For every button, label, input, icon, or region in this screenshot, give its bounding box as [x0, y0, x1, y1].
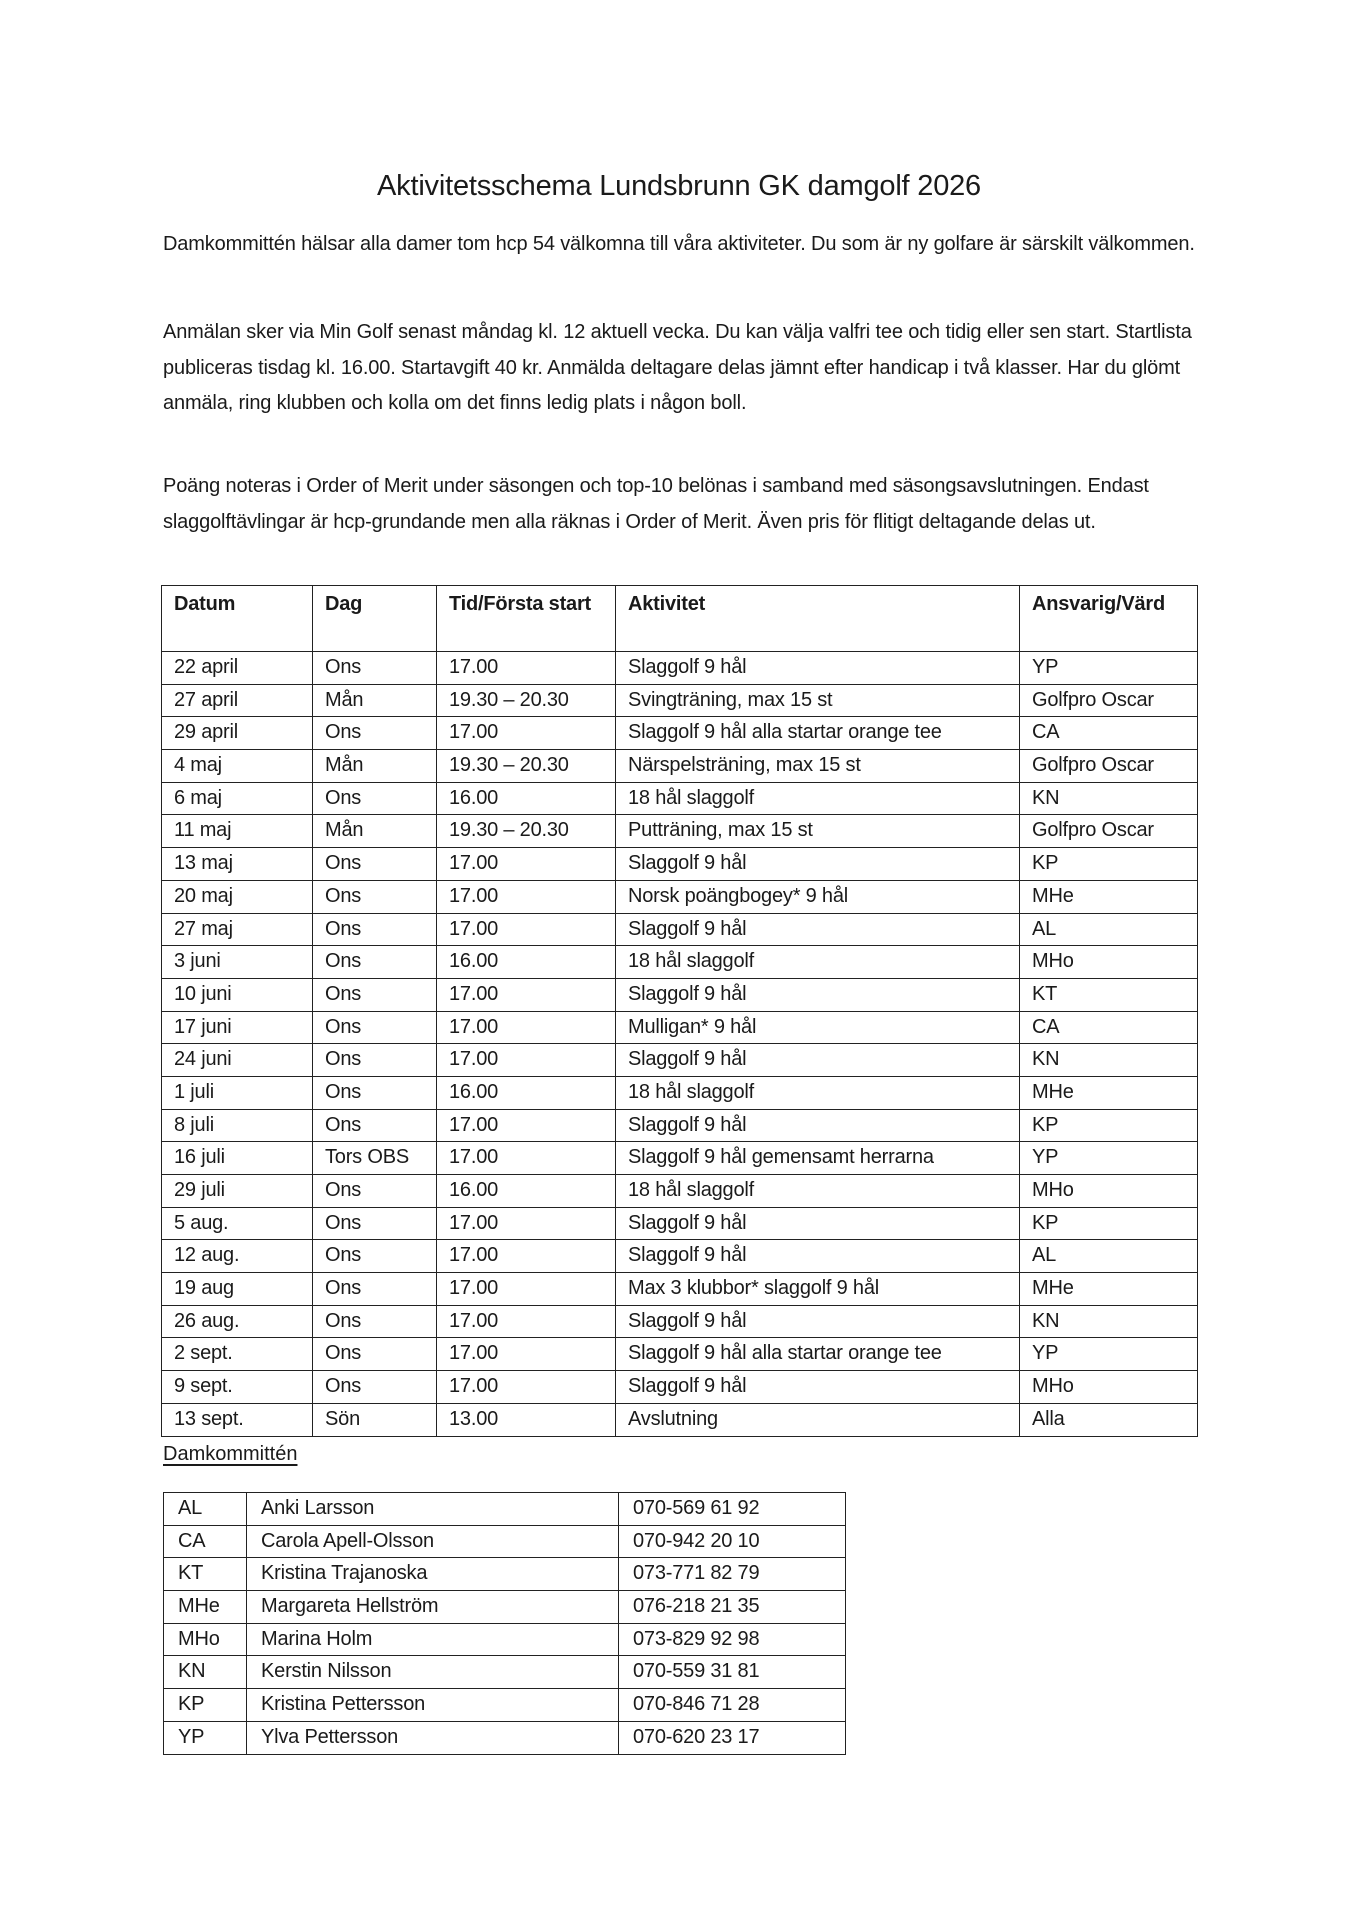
- schedule-row: [162, 1305, 1198, 1338]
- schedule-row: [162, 1371, 1198, 1404]
- cell-activity: Slaggolf 9 hål: [616, 913, 1020, 946]
- cell-day: Ons: [313, 1175, 437, 1208]
- schedule-row: [162, 946, 1198, 979]
- cell-date: 10 juni: [162, 978, 313, 1011]
- schedule-row: [162, 848, 1198, 881]
- cell-day: Ons: [313, 652, 437, 685]
- cell-host: AL: [1020, 1240, 1198, 1273]
- cell-host: MHo: [1020, 1175, 1198, 1208]
- cell-date: 9 sept.: [162, 1371, 313, 1404]
- cell-host: KP: [1020, 1109, 1198, 1142]
- cell-time: 17.00: [437, 848, 616, 881]
- cell-activity: Norsk poängbogey* 9 hål: [616, 880, 1020, 913]
- cell-date: 6 maj: [162, 782, 313, 815]
- cell-activity: Slaggolf 9 hål: [616, 1207, 1020, 1240]
- cell-time: 17.00: [437, 1109, 616, 1142]
- cell-day: Ons: [313, 978, 437, 1011]
- schedule-row: [162, 652, 1198, 685]
- schedule-row: [162, 913, 1198, 946]
- cell-date: 19 aug: [162, 1273, 313, 1306]
- column-header-time: Tid/Första start: [437, 586, 616, 652]
- schedule-row: [162, 1011, 1198, 1044]
- cell-host: Alla: [1020, 1403, 1198, 1436]
- cell-activity: 18 hål slaggolf: [616, 782, 1020, 815]
- member-name: Ylva Pettersson: [247, 1721, 619, 1754]
- committee-member-row: [164, 1623, 846, 1656]
- schedule-row: [162, 1109, 1198, 1142]
- schedule-row: [162, 1207, 1198, 1240]
- member-initials: MHe: [164, 1591, 247, 1624]
- cell-date: 4 maj: [162, 750, 313, 783]
- cell-time: 17.00: [437, 913, 616, 946]
- committee-member-row: [164, 1493, 846, 1526]
- member-name: Anki Larsson: [247, 1493, 619, 1526]
- schedule-row: [162, 1044, 1198, 1077]
- schedule-body: [162, 652, 1198, 1437]
- cell-date: 5 aug.: [162, 1207, 313, 1240]
- cell-date: 3 juni: [162, 946, 313, 979]
- cell-date: 11 maj: [162, 815, 313, 848]
- schedule-row: [162, 1338, 1198, 1371]
- schedule-row: [162, 1142, 1198, 1175]
- cell-host: KP: [1020, 1207, 1198, 1240]
- schedule-row: [162, 1076, 1198, 1109]
- cell-time: 17.00: [437, 717, 616, 750]
- member-name: Kristina Pettersson: [247, 1689, 619, 1722]
- schedule-row: [162, 1175, 1198, 1208]
- cell-activity: Max 3 klubbor* slaggolf 9 hål: [616, 1273, 1020, 1306]
- cell-day: Ons: [313, 782, 437, 815]
- cell-day: Ons: [313, 1338, 437, 1371]
- committee-body: [164, 1493, 846, 1755]
- column-header-activity: Aktivitet: [616, 586, 1020, 652]
- cell-host: YP: [1020, 652, 1198, 685]
- cell-date: 20 maj: [162, 880, 313, 913]
- cell-host: YP: [1020, 1142, 1198, 1175]
- cell-time: 17.00: [437, 880, 616, 913]
- cell-date: 13 maj: [162, 848, 313, 881]
- intro-paragraph: Damkommittén hälsar alla damer tom hcp 54 välkomna till våra aktiviteter. Du som är ny golfare är särskilt välkommen.: [163, 233, 1195, 255]
- schedule-row: [162, 782, 1198, 815]
- cell-activity: 18 hål slaggolf: [616, 1076, 1020, 1109]
- cell-host: AL: [1020, 913, 1198, 946]
- committee-member-row: [164, 1525, 846, 1558]
- cell-host: MHo: [1020, 1371, 1198, 1404]
- committee-member-row: [164, 1721, 846, 1754]
- cell-host: Golfpro Oscar: [1020, 684, 1198, 717]
- member-initials: KP: [164, 1689, 247, 1722]
- cell-activity: Slaggolf 9 hål: [616, 978, 1020, 1011]
- cell-host: YP: [1020, 1338, 1198, 1371]
- member-initials: MHo: [164, 1623, 247, 1656]
- member-initials: YP: [164, 1721, 247, 1754]
- schedule-table: [161, 585, 1198, 1437]
- cell-date: 27 maj: [162, 913, 313, 946]
- schedule-header-row: [162, 586, 1198, 652]
- cell-host: MHe: [1020, 1273, 1198, 1306]
- cell-day: Ons: [313, 1240, 437, 1273]
- cell-day: Ons: [313, 717, 437, 750]
- cell-date: 1 juli: [162, 1076, 313, 1109]
- order-of-merit-paragraph: Poäng noteras i Order of Merit under säsongen och top-10 belönas i samband med säsongsavslutningen. Endast slaggolftävlingar är hcp-grundande men alla räknas i Order of Merit. Även pris för flitigt deltagande delas ut.: [163, 475, 1149, 533]
- cell-day: Ons: [313, 1109, 437, 1142]
- cell-activity: Avslutning: [616, 1403, 1020, 1436]
- cell-activity: 18 hål slaggolf: [616, 1175, 1020, 1208]
- member-phone: 070-569 61 92: [619, 1493, 846, 1526]
- cell-activity: Slaggolf 9 hål: [616, 1109, 1020, 1142]
- cell-date: 26 aug.: [162, 1305, 313, 1338]
- cell-time: 16.00: [437, 946, 616, 979]
- cell-time: 17.00: [437, 1240, 616, 1273]
- cell-date: 8 juli: [162, 1109, 313, 1142]
- schedule-row: [162, 978, 1198, 1011]
- member-phone: 070-942 20 10: [619, 1525, 846, 1558]
- column-header-host: Ansvarig/Värd: [1020, 586, 1198, 652]
- committee-member-row: [164, 1656, 846, 1689]
- cell-activity: Mulligan* 9 hål: [616, 1011, 1020, 1044]
- cell-time: 17.00: [437, 1371, 616, 1404]
- column-header-day: Dag: [313, 586, 437, 652]
- schedule-row: [162, 684, 1198, 717]
- cell-date: 12 aug.: [162, 1240, 313, 1273]
- cell-host: KT: [1020, 978, 1198, 1011]
- cell-activity: Svingträning, max 15 st: [616, 684, 1020, 717]
- cell-time: 17.00: [437, 1142, 616, 1175]
- cell-activity: Slaggolf 9 hål: [616, 1044, 1020, 1077]
- cell-time: 17.00: [437, 978, 616, 1011]
- cell-activity: Slaggolf 9 hål: [616, 1305, 1020, 1338]
- committee-heading: Damkommittén: [163, 1443, 298, 1465]
- member-initials: CA: [164, 1525, 247, 1558]
- cell-day: Tors OBS: [313, 1142, 437, 1175]
- cell-time: 17.00: [437, 1207, 616, 1240]
- cell-activity: Slaggolf 9 hål alla startar orange tee: [616, 717, 1020, 750]
- cell-day: Ons: [313, 913, 437, 946]
- cell-time: 19.30 – 20.30: [437, 815, 616, 848]
- cell-activity: 18 hål slaggolf: [616, 946, 1020, 979]
- cell-time: 17.00: [437, 652, 616, 685]
- cell-host: KP: [1020, 848, 1198, 881]
- cell-day: Ons: [313, 1207, 437, 1240]
- committee-member-row: [164, 1558, 846, 1591]
- cell-day: Ons: [313, 880, 437, 913]
- cell-host: CA: [1020, 717, 1198, 750]
- cell-activity: Närspelsträning, max 15 st: [616, 750, 1020, 783]
- member-name: Margareta Hellström: [247, 1591, 619, 1624]
- cell-date: 16 juli: [162, 1142, 313, 1175]
- member-initials: AL: [164, 1493, 247, 1526]
- cell-time: 16.00: [437, 782, 616, 815]
- cell-day: Mån: [313, 750, 437, 783]
- cell-host: MHe: [1020, 1076, 1198, 1109]
- schedule-row: [162, 1403, 1198, 1436]
- schedule-row: [162, 880, 1198, 913]
- schedule-row: [162, 1240, 1198, 1273]
- page-title: Aktivitetsschema Lundsbrunn GK damgolf 2026: [377, 170, 981, 202]
- cell-activity: Slaggolf 9 hål alla startar orange tee: [616, 1338, 1020, 1371]
- cell-time: 17.00: [437, 1273, 616, 1306]
- cell-time: 19.30 – 20.30: [437, 684, 616, 717]
- member-name: Carola Apell-Olsson: [247, 1525, 619, 1558]
- cell-host: KN: [1020, 1305, 1198, 1338]
- cell-day: Ons: [313, 1273, 437, 1306]
- member-phone: 073-771 82 79: [619, 1558, 846, 1591]
- member-phone: 070-846 71 28: [619, 1689, 846, 1722]
- cell-activity: Slaggolf 9 hål: [616, 1371, 1020, 1404]
- cell-date: 27 april: [162, 684, 313, 717]
- cell-activity: Slaggolf 9 hål: [616, 652, 1020, 685]
- cell-day: Ons: [313, 1011, 437, 1044]
- cell-host: KN: [1020, 1044, 1198, 1077]
- cell-day: Ons: [313, 1044, 437, 1077]
- cell-day: Ons: [313, 946, 437, 979]
- member-phone: 070-559 31 81: [619, 1656, 846, 1689]
- cell-date: 24 juni: [162, 1044, 313, 1077]
- cell-day: Ons: [313, 1305, 437, 1338]
- member-name: Kerstin Nilsson: [247, 1656, 619, 1689]
- member-phone: 076-218 21 35: [619, 1591, 846, 1624]
- cell-date: 17 juni: [162, 1011, 313, 1044]
- cell-time: 17.00: [437, 1338, 616, 1371]
- cell-date: 22 april: [162, 652, 313, 685]
- cell-activity: Slaggolf 9 hål: [616, 848, 1020, 881]
- committee-table: [163, 1492, 846, 1755]
- cell-activity: Slaggolf 9 hål gemensamt herrarna: [616, 1142, 1020, 1175]
- member-phone: 070-620 23 17: [619, 1721, 846, 1754]
- cell-activity: Putträning, max 15 st: [616, 815, 1020, 848]
- cell-date: 2 sept.: [162, 1338, 313, 1371]
- cell-host: KN: [1020, 782, 1198, 815]
- schedule-row: [162, 717, 1198, 750]
- committee-member-row: [164, 1689, 846, 1722]
- schedule-row: [162, 750, 1198, 783]
- cell-day: Ons: [313, 1371, 437, 1404]
- member-initials: KN: [164, 1656, 247, 1689]
- member-name: Kristina Trajanoska: [247, 1558, 619, 1591]
- cell-time: 13.00: [437, 1403, 616, 1436]
- cell-day: Sön: [313, 1403, 437, 1436]
- column-header-date: Datum: [162, 586, 313, 652]
- member-initials: KT: [164, 1558, 247, 1591]
- cell-time: 17.00: [437, 1011, 616, 1044]
- schedule-row: [162, 1273, 1198, 1306]
- cell-time: 16.00: [437, 1175, 616, 1208]
- registration-paragraph: Anmälan sker via Min Golf senast måndag kl. 12 aktuell vecka. Du kan välja valfri tee och tidig eller sen start. Startlista publiceras tisdag kl. 16.00. Startavgift 40 kr. Anmälda deltagare delas jämnt efter handicap i två klasser. Har du glömt anmäla, ring klubben och kolla om det finns ledig plats i någon boll.: [163, 321, 1192, 414]
- cell-host: MHo: [1020, 946, 1198, 979]
- cell-host: Golfpro Oscar: [1020, 750, 1198, 783]
- cell-day: Mån: [313, 815, 437, 848]
- cell-day: Ons: [313, 1076, 437, 1109]
- member-phone: 073-829 92 98: [619, 1623, 846, 1656]
- cell-host: Golfpro Oscar: [1020, 815, 1198, 848]
- cell-day: Ons: [313, 848, 437, 881]
- cell-date: 29 april: [162, 717, 313, 750]
- committee-member-row: [164, 1591, 846, 1624]
- cell-time: 17.00: [437, 1044, 616, 1077]
- cell-day: Mån: [313, 684, 437, 717]
- cell-host: MHe: [1020, 880, 1198, 913]
- cell-date: 13 sept.: [162, 1403, 313, 1436]
- schedule-row: [162, 815, 1198, 848]
- cell-time: 17.00: [437, 1305, 616, 1338]
- cell-host: CA: [1020, 1011, 1198, 1044]
- cell-time: 16.00: [437, 1076, 616, 1109]
- cell-date: 29 juli: [162, 1175, 313, 1208]
- cell-activity: Slaggolf 9 hål: [616, 1240, 1020, 1273]
- member-name: Marina Holm: [247, 1623, 619, 1656]
- cell-time: 19.30 – 20.30: [437, 750, 616, 783]
